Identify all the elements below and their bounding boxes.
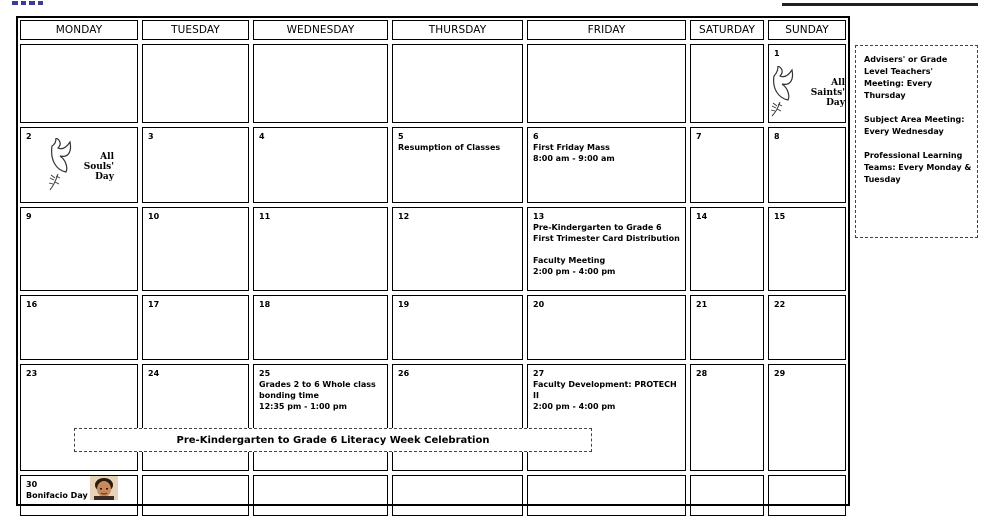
day-number: 27 (533, 369, 545, 378)
day-cell (527, 475, 686, 516)
day-cell (690, 364, 764, 471)
day-cell (20, 364, 138, 471)
day-cell (142, 207, 249, 291)
day-number: 1 (774, 49, 780, 58)
event-text: bonding time (259, 391, 319, 400)
day-number: 12 (398, 212, 410, 221)
day-cell (690, 295, 764, 360)
day-number: 11 (259, 212, 271, 221)
day-cell (527, 207, 686, 291)
day-number: 5 (398, 132, 404, 141)
event-text: 8:00 am - 9:00 am (533, 154, 615, 163)
day-number: 19 (398, 300, 410, 309)
day-cell (20, 207, 138, 291)
day-cell (392, 44, 523, 123)
day-cell (142, 127, 249, 203)
day-cell (253, 475, 388, 516)
day-cell (392, 475, 523, 516)
event-text: Grades 2 to 6 Whole class (259, 380, 376, 389)
meetings-note-box (855, 45, 978, 238)
day-cell (768, 295, 846, 360)
day-cell (392, 127, 523, 203)
day-number: 10 (148, 212, 160, 221)
header-rule (782, 3, 978, 6)
day-cell (690, 127, 764, 203)
day-number: 18 (259, 300, 271, 309)
bonifacio-portrait-image (90, 476, 118, 500)
day-cell (142, 44, 249, 123)
day-cell (690, 207, 764, 291)
day-number: 22 (774, 300, 786, 309)
day-number: 14 (696, 212, 708, 221)
all-saints-line3: Day (826, 98, 845, 108)
day-cell (20, 475, 138, 516)
all-saints-line1: All (831, 78, 845, 88)
event-text: First Friday Mass (533, 143, 610, 152)
day-cell (253, 364, 388, 471)
header-logo-fragment (12, 0, 52, 6)
day-cell (142, 475, 249, 516)
day-header-friday: FRIDAY (527, 20, 686, 40)
side-note-advisers: Advisers' or Grade Level Teachers' Meeting: Every Thursday (864, 55, 948, 100)
day-number: 13 (533, 212, 545, 221)
day-number: 20 (533, 300, 545, 309)
day-cell (253, 44, 388, 123)
day-cell (768, 475, 846, 516)
event-text: Bonifacio Day (26, 491, 88, 500)
day-header-tuesday: TUESDAY (142, 20, 249, 40)
day-cell (142, 295, 249, 360)
event-text: 12:35 pm - 1:00 pm (259, 402, 347, 411)
day-cell (20, 295, 138, 360)
day-number: 3 (148, 132, 154, 141)
day-header-sunday: SUNDAY (768, 20, 846, 40)
side-note-learning-teams: Professional Learning Teams: Every Monday & Tuesday (864, 151, 972, 184)
day-cell (527, 127, 686, 203)
day-cell (142, 364, 249, 471)
day-number: 23 (26, 369, 38, 378)
day-header-monday: MONDAY (20, 20, 138, 40)
day-cell (527, 44, 686, 123)
day-cell (768, 207, 846, 291)
event-text: Resumption of Classes (398, 143, 501, 152)
all-souls-line1: All (100, 152, 114, 162)
all-saints-label (800, 78, 845, 108)
event-text: Faculty Meeting (533, 256, 606, 265)
day-header-wednesday: WEDNESDAY (253, 20, 388, 40)
event-text: 2:00 pm - 4:00 pm (533, 267, 616, 276)
day-cell (392, 364, 523, 471)
day-cell (253, 127, 388, 203)
day-cell (527, 295, 686, 360)
day-number: 6 (533, 132, 539, 141)
day-header-thursday: THURSDAY (392, 20, 523, 40)
day-cell (253, 207, 388, 291)
day-number: 17 (148, 300, 160, 309)
day-number: 21 (696, 300, 708, 309)
day-number: 24 (148, 369, 160, 378)
day-number: 28 (696, 369, 708, 378)
all-souls-label (78, 152, 114, 182)
day-number: 8 (774, 132, 780, 141)
day-number: 15 (774, 212, 786, 221)
day-cell (392, 207, 523, 291)
event-text: First Trimester Card Distribution (533, 234, 680, 243)
day-number: 26 (398, 369, 410, 378)
all-saints-line2: Saints' (810, 88, 845, 98)
event-text: Faculty Development: PROTECH II (533, 380, 677, 400)
all-souls-line2: Souls' (83, 162, 114, 172)
day-cell (253, 295, 388, 360)
event-text: 2:00 pm - 4:00 pm (533, 402, 616, 411)
day-cell (392, 295, 523, 360)
event-text: Pre-Kindergarten to Grade 6 (533, 223, 662, 232)
day-number: 4 (259, 132, 265, 141)
day-number: 16 (26, 300, 38, 309)
day-number: 7 (696, 132, 702, 141)
day-number: 2 (26, 132, 32, 141)
literacy-week-banner: Pre-Kindergarten to Grade 6 Literacy Week Celebration (74, 428, 592, 452)
day-number: 30 (26, 480, 38, 489)
day-cell (20, 44, 138, 123)
day-cell (527, 364, 686, 471)
day-number: 9 (26, 212, 32, 221)
day-number: 25 (259, 369, 271, 378)
day-cell (768, 364, 846, 471)
day-cell (690, 475, 764, 516)
day-header-saturday: SATURDAY (690, 20, 764, 40)
side-note-subject-area: Subject Area Meeting: Every Wednesday (864, 115, 965, 136)
day-number: 29 (774, 369, 786, 378)
day-cell (768, 127, 846, 203)
all-souls-line3: Day (95, 172, 114, 182)
day-cell (690, 44, 764, 123)
